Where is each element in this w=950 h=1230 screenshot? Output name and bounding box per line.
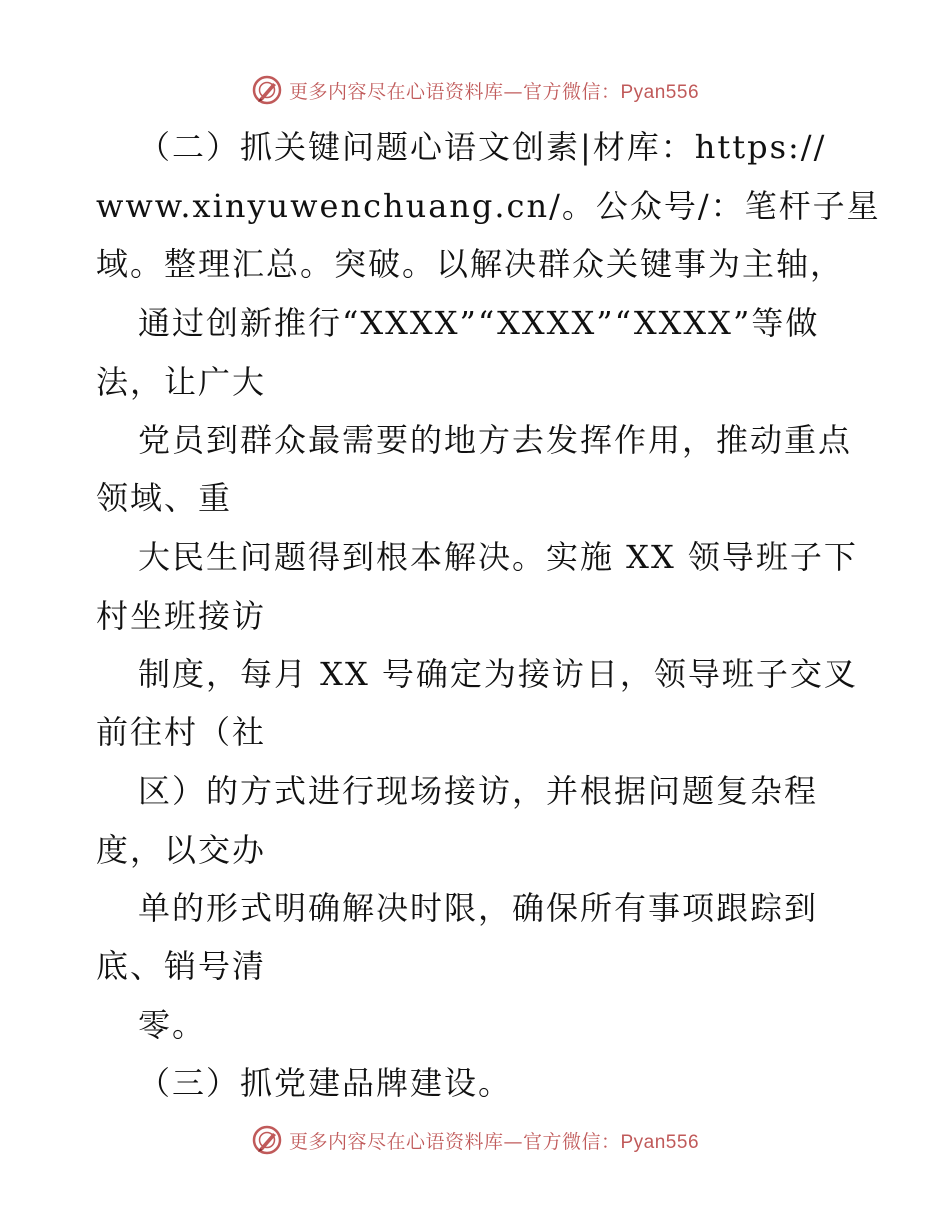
paragraph-line-12: 区）的方式进行现场接访，并根据问题复杂程 bbox=[138, 772, 819, 810]
paragraph-line-5: 法，让广大 bbox=[96, 363, 267, 401]
paragraph-line-7: 领域、重 bbox=[96, 479, 233, 517]
paragraph-line-9: 村坐班接访 bbox=[96, 597, 267, 635]
footer-banner bbox=[0, 1120, 950, 1160]
footer-wechat-handle: Pyan556 bbox=[620, 1131, 700, 1153]
paragraph-line-8: 大民生问题得到根本解决。实施 XX 领导班子下 bbox=[138, 538, 858, 576]
pen-logo-icon bbox=[251, 1124, 283, 1156]
section-heading-3: （三）抓党建品牌建设。 bbox=[138, 1064, 513, 1102]
paragraph-line-2: www.xinyuwenchuang.cn/。公众号/：笔杆子星 bbox=[96, 187, 881, 225]
paragraph-line-10: 制度，每月 XX 号确定为接访日，领导班子交叉 bbox=[138, 655, 858, 693]
footer-banner-inner bbox=[251, 1124, 699, 1156]
paragraph-line-16: 零。 bbox=[138, 1006, 207, 1044]
header-banner-label: 更多内容尽在心语资料库—官方微信： bbox=[288, 80, 621, 103]
paragraph-line-13: 度，以交办 bbox=[96, 831, 267, 869]
footer-banner-text bbox=[289, 1127, 699, 1154]
paragraph-line-6: 党员到群众最需要的地方去发挥作用，推动重点 bbox=[138, 421, 853, 459]
footer-banner-label: 更多内容尽在心语资料库—官方微信： bbox=[288, 1130, 621, 1153]
paragraph-line-1: （二）抓关键问题心语文创素|材库：https:// bbox=[138, 128, 827, 166]
header-wechat-handle: Pyan556 bbox=[620, 81, 700, 103]
paragraph-line-3: 域。整理汇总。突破。以解决群众关键事为主轴， bbox=[96, 245, 845, 283]
paragraph-line-14: 单的形式明确解决时限，确保所有事项跟踪到 bbox=[138, 889, 819, 927]
paragraph-line-15: 底、销号清 bbox=[96, 947, 267, 985]
paragraph-line-11: 前往村（社 bbox=[96, 713, 267, 751]
paragraph-line-4: 通过创新推行“XXXX”“XXXX”“XXXX”等做 bbox=[138, 304, 820, 342]
